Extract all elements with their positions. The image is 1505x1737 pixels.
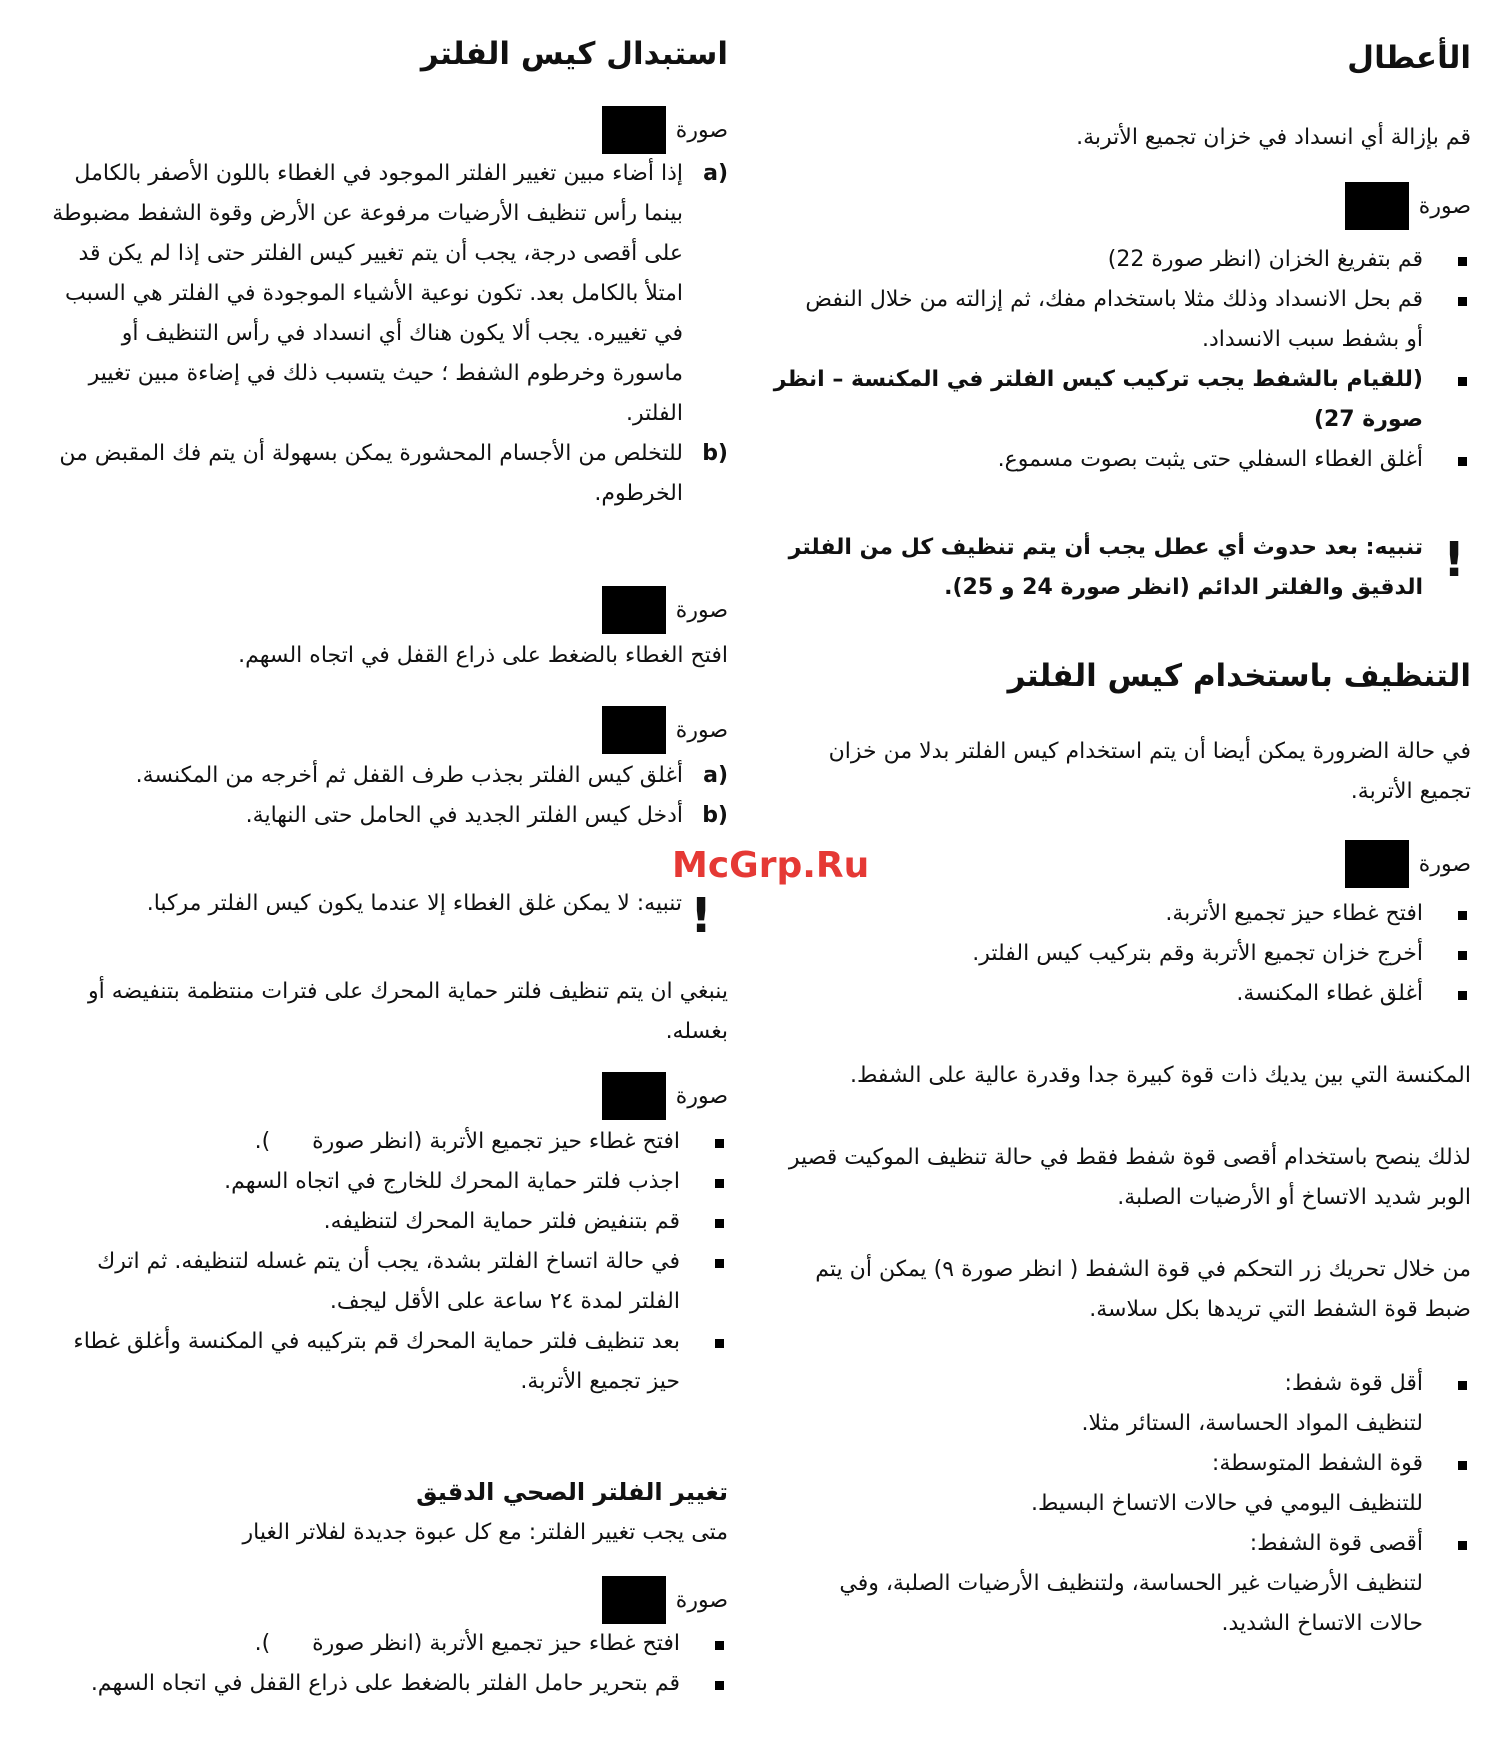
replace-bag-title: استبدال كيس الفلتر [420, 36, 728, 72]
item-text: إذا أضاء مبين تغيير الفلتر الموجود في الغطاء باللون الأصفر بالكامل بينما رأس تنظيف الأرضيات مرفوعة عن الأرض وقوة الشفط مضبوطة على أقصى درجة، يجب أن يتم تغيير كيس الفلتر حتى إذا لم يكن قد امتلأ بالكامل بعد. تكون نوعية الأشياء الموجودة في الفلتر هي السبب في تغييره. يجب ألا يكون هناك أي انسداد في رأس التنظيف أو ماسورة وخرطوم الشفط ؛ حيث يتسبب ذلك في إضاءة مبين تغيير الفلتر. [52, 161, 683, 426]
list-item: أغلق الغطاء السفلي حتى يثبت بصوت مسموع. [761, 440, 1471, 480]
item-marker: b) [702, 803, 728, 828]
figure-label: صورة [675, 597, 728, 623]
list-item: افتح غطاء حيز تجميع الأتربة (انظر صورة ). [88, 1624, 728, 1664]
level-desc: للتنظيف اليومي في حالات الاتساخ البسيط. [1031, 1491, 1423, 1516]
warning-icon: ! [690, 888, 712, 944]
figure-label: صورة [1418, 193, 1471, 219]
level-name: أقصى قوة الشفط: [1249, 1531, 1423, 1556]
fine-filter-when: متى يجب تغيير الفلتر: مع كل عبوة جديدة لفلاتر الغيار [242, 1520, 728, 1545]
item-text: أدخل كيس الفلتر الجديد في الحامل حتى النهاية. [245, 803, 683, 828]
level-name: قوة الشفط المتوسطة: [1211, 1451, 1423, 1476]
item-marker: a) [703, 161, 728, 186]
list-item: في حالة اتساخ الفلتر بشدة، يجب أن يتم غسله لتنظيفه. ثم اترك الفلتر لمدة ٢٤ ساعة على الأقل ليجف. [48, 1242, 728, 1322]
filter-bag-steps [761, 894, 1471, 1014]
faults-figure [1345, 182, 1471, 230]
list-item [48, 154, 728, 434]
replace-bag-warning: تنبيه: لا يمكن غلق الغطاء إلا عندما يكون كيس الفلتر مركبا. [146, 891, 682, 916]
faults-intro: قم بإزالة أي انسداد في خزان تجميع الأتربة. [1076, 125, 1471, 150]
fine-filter-steps [88, 1624, 728, 1704]
figure-placeholder [602, 1072, 666, 1120]
replace-bag-figure-3 [602, 706, 728, 754]
figure-placeholder [1345, 182, 1409, 230]
motor-filter-steps [48, 1122, 728, 1402]
replace-bag-figure-2 [602, 586, 728, 634]
list-item: افتح غطاء حيز تجميع الأتربة (انظر صورة ). [48, 1122, 728, 1162]
level-desc: لتنظيف الأرضيات غير الحساسة، ولتنظيف الأرضيات الصلبة، وفي حالات الاتساخ الشديد. [839, 1571, 1423, 1636]
figure-placeholder [602, 706, 666, 754]
filter-bag-cleaning-intro: في حالة الضرورة يمكن أيضا أن يتم استخدام كيس الفلتر بدلا من خزان تجميع الأتربة. [828, 739, 1471, 804]
list-item: قم بتفريغ الخزان (انظر صورة 22) [761, 240, 1471, 280]
figure-label: صورة [675, 117, 728, 143]
item-marker: a) [703, 763, 728, 788]
replace-bag-figure-1 [602, 106, 728, 154]
filter-bag-figure [1345, 840, 1471, 888]
fine-filter-figure [602, 1576, 728, 1624]
filter-bag-cleaning-title: التنظيف باستخدام كيس الفلتر [1007, 658, 1471, 694]
figure-label: صورة [675, 717, 728, 743]
figure-label: صورة [675, 1083, 728, 1109]
list-item: افتح غطاء حيز تجميع الأتربة. [761, 894, 1471, 934]
level-name: أقل قوة شفط: [1284, 1371, 1423, 1396]
suction-para-3: من خلال تحريك زر التحكم في قوة الشفط ( انظر صورة ٩) يمكن أن يتم ضبط قوة الشفط التي تريدها بكل سلاسة. [815, 1257, 1471, 1322]
list-item: أخرج خزان تجميع الأتربة وقم بتركيب كيس الفلتر. [761, 934, 1471, 974]
figure-label: صورة [675, 1587, 728, 1613]
list-item: (للقيام بالشفط يجب تركيب كيس الفلتر في المكنسة – انظر صورة 27) [761, 360, 1471, 440]
figure-placeholder [602, 586, 666, 634]
motor-filter-figure [602, 1072, 728, 1120]
list-item: أغلق غطاء المكنسة. [761, 974, 1471, 1014]
faults-steps [761, 240, 1471, 480]
open-cover-text: افتح الغطاء بالضغط على ذراع القفل في اتجاه السهم. [238, 643, 728, 668]
list-item [88, 756, 728, 796]
level-desc: لتنظيف المواد الحساسة، الستائر مثلا. [1081, 1411, 1423, 1436]
warning-icon: ! [1443, 532, 1465, 588]
list-item: قم بتنفيض فلتر حماية المحرك لتنظيفه. [48, 1202, 728, 1242]
list-item [88, 796, 728, 836]
list-item: اجذب فلتر حماية المحرك للخارج في اتجاه السهم. [48, 1162, 728, 1202]
suction-level-min [761, 1364, 1471, 1444]
list-item: بعد تنظيف فلتر حماية المحرك قم بتركيبه في المكنسة وأغلق غطاء حيز تجميع الأتربة. [48, 1322, 728, 1402]
faults-title: الأعطال [1347, 40, 1471, 76]
item-marker: b) [702, 441, 728, 466]
list-item: قم بتحرير حامل الفلتر بالضغط على ذراع القفل في اتجاه السهم. [88, 1664, 728, 1704]
suction-para-1: المكنسة التي بين يديك ذات قوة كبيرة جدا وقدرة عالية على الشفط. [849, 1063, 1471, 1088]
motor-filter-intro: ينبغي ان يتم تنظيف فلتر حماية المحرك على فترات منتظمة بتنفيضه أو بغسله. [88, 979, 728, 1044]
figure-placeholder [602, 1576, 666, 1624]
suction-level-max [761, 1524, 1471, 1644]
bag-change-steps [88, 756, 728, 836]
figure-placeholder [1345, 840, 1409, 888]
item-text: أغلق كيس الفلتر بجذب طرف القفل ثم أخرجه من المكنسة. [135, 763, 683, 788]
suction-levels [761, 1364, 1471, 1644]
suction-level-mid [761, 1444, 1471, 1524]
replace-bag-steps [48, 154, 728, 514]
faults-warning: تنبيه: بعد حدوث أي عطل يجب أن يتم تنظيف كل من الفلتر الدقيق والفلتر الدائم (انظر صورة 24 و 25). [788, 535, 1423, 600]
watermark: McGrp.Ru [672, 845, 870, 886]
fine-filter-title: تغيير الفلتر الصحي الدقيق [416, 1478, 728, 1506]
suction-para-2: لذلك ينصح باستخدام أقصى قوة شفط فقط في حالة تنظيف الموكيت قصير الوبر شديد الاتساخ أو الأرضيات الصلبة. [788, 1145, 1471, 1210]
list-item: قم بحل الانسداد وذلك مثلا باستخدام مفك، ثم إزالته من خلال النفض أو بشفط سبب الانسداد. [761, 280, 1471, 360]
figure-placeholder [602, 106, 666, 154]
figure-label: صورة [1418, 851, 1471, 877]
item-text: للتخلص من الأجسام المحشورة يمكن بسهولة أن يتم فك المقبض من الخرطوم. [59, 441, 683, 506]
list-item [48, 434, 728, 514]
